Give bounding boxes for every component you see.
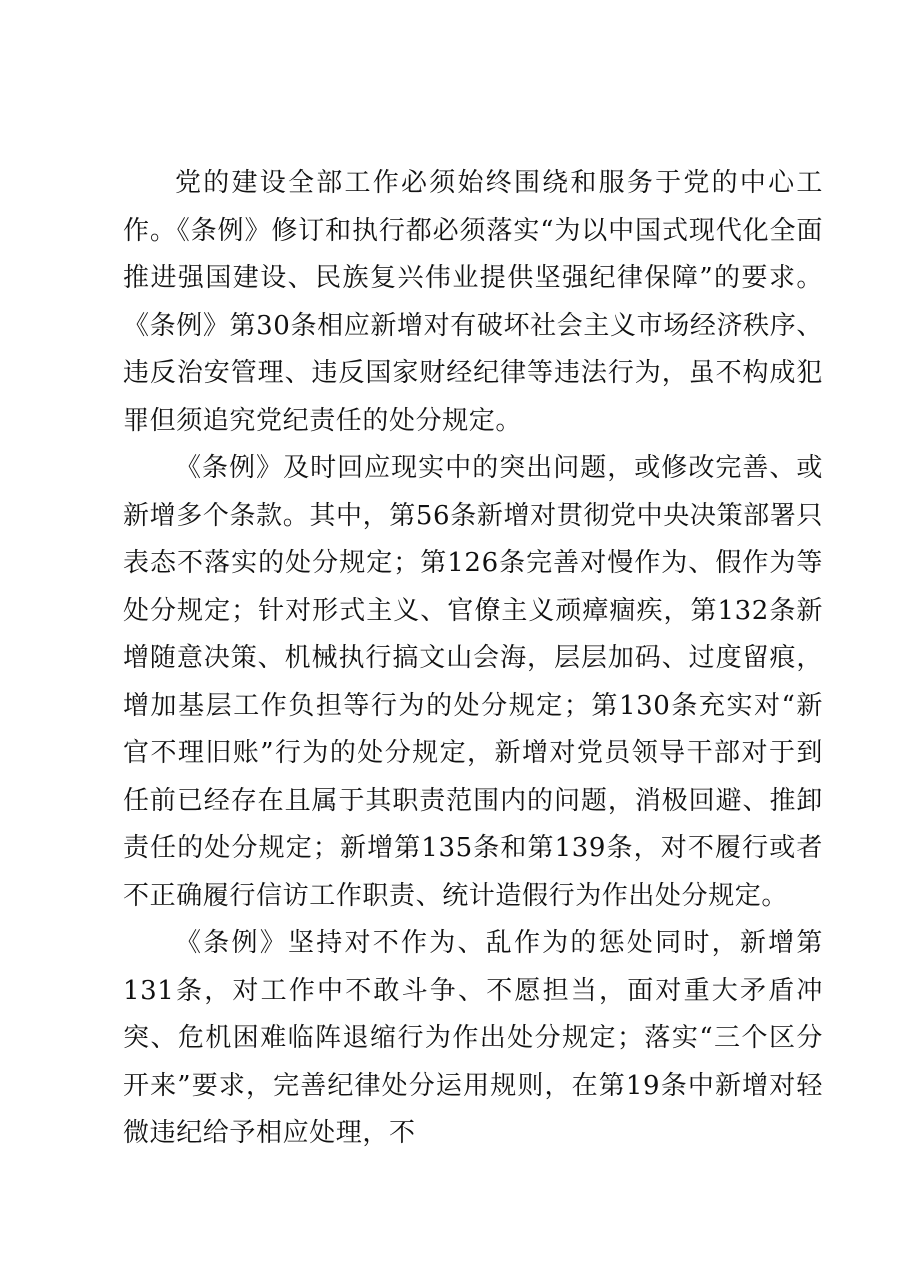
paragraph-3: 《条例》坚持对不作为、乱作为的惩处同时，新增第131条，对工作中不敢斗争、不愿担当，面对重大矛盾冲突、危机困难临阵退缩行为作出处分规定；落实“三个区分开来”要求，完善纪律处分运用规则，在第19条中新增对轻微违纪给予相应处理，不 — [123, 928, 823, 1148]
paragraph-2: 《条例》及时回应现实中的突出问题，或修改完善、或新增多个条款。其中，第56条新增对贯彻党中央决策部署只表态不落实的处分规定；第126条完善对慢作为、假作为等处分规定；针对形式主义、官僚主义顽瘴痼疾，第132条新增随意决策、机械执行搞文山会海，层层加码、过度留痕，增加基层工作负担等行为的处分规定；第130条充实对“新官不理旧账”行为的处分规定，新增对党员领导干部对于到任前已经存在且属于其职责范围内的问题，消极回避、推卸责任的处分规定；新增第135条和第139条，对不履行或者不正确履行信访工作职责、统计造假行为作出处分规定。 — [123, 453, 823, 911]
document-body — [123, 160, 823, 1158]
paragraph-1: 党的建设全部工作必须始终围绕和服务于党的中心工作。《条例》修订和执行都必须落实“为以中国式现代化全面推进强国建设、民族复兴伟业提供坚强纪律保障”的要求。《条例》第30条相应新增对有破坏社会主义市场经济秩序、违反治安管理、违反国家财经纪律等违法行为，虽不构成犯罪但须追究党纪责任的处分规定。 — [123, 168, 823, 436]
